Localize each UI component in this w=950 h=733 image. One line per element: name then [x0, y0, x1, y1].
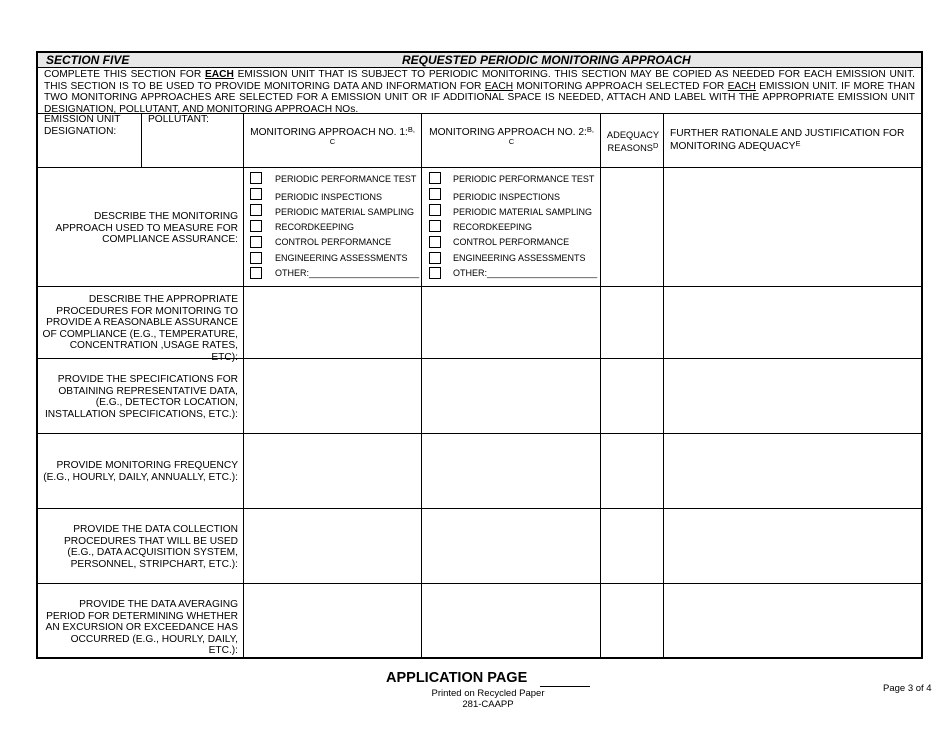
- option-a1-recordkeeping: RECORDKEEPING: [275, 222, 355, 232]
- emission-unit-label: EMISSION UNIT DESIGNATION:: [44, 114, 121, 137]
- row-label-averaging: PROVIDE THE DATA AVERAGING PERIOD FOR DETERMINING WHETHER AN EXCURSION OR EXCEEDANCE HAS OCCURRED (E.G., HOURLY, DAILY, ETC.):: [45, 599, 238, 656]
- checkbox-a2-engineering[interactable]: [429, 252, 441, 264]
- row-label-approach: DESCRIBE THE MONITORING APPROACH USED TO MEASURE FOR COMPLIANCE ASSURANCE:: [55, 211, 238, 245]
- rule-row-3: [38, 433, 923, 434]
- option-a2-control-performance: CONTROL PERFORMANCE: [453, 237, 570, 247]
- option-a1-performance-test: PERIODIC PERFORMANCE TEST: [275, 174, 417, 184]
- checkbox-a2-performance-test[interactable]: [429, 172, 441, 184]
- approach1-header: [250, 127, 415, 150]
- divider-approach1: [243, 113, 244, 659]
- instructions-text-2: EMISSION UNIT THAT IS SUBJECT TO PERIODIC MONITORING. THIS SECTION MAY BE COPIED AS NEEDED FOR EACH EMISSION UNIT. THIS SECTION IS TO BE USED TO PROVIDE MONITORING DATA AND INFORMATION FOR: [44, 69, 915, 92]
- approach2-title: MONITORING APPROACH NO. 2:: [429, 127, 587, 138]
- option-a2-other[interactable]: OTHER:______________________: [453, 268, 598, 278]
- rule-row-4: [38, 508, 923, 509]
- divider-adequacy: [600, 113, 601, 659]
- monitoring-form: [36, 51, 923, 659]
- divider-pollutant: [141, 113, 142, 167]
- instructions-emphasis-2: EACH: [484, 80, 514, 92]
- pollutant-label: POLLUTANT:: [148, 114, 209, 125]
- checkbox-a1-control-performance[interactable]: [250, 236, 262, 248]
- option-a2-material-sampling: PERIODIC MATERIAL SAMPLING: [453, 207, 593, 217]
- row-label-procedures: DESCRIBE THE APPROPRIATE PROCEDURES FOR MONITORING TO PROVIDE A REASONABLE ASSURANCE OF COMPLIANCE (E.G., TEMPERATURE, CONCENTRATION ,USAGE RATES, ETC):: [42, 294, 238, 363]
- adequacy-header: [603, 129, 663, 155]
- approach1-title: MONITORING APPROACH NO. 1:: [250, 127, 408, 138]
- rule-columns: [38, 167, 923, 168]
- option-a2-performance-test: PERIODIC PERFORMANCE TEST: [453, 174, 595, 184]
- checkbox-a1-performance-test[interactable]: [250, 172, 262, 184]
- checkbox-a1-material-sampling[interactable]: [250, 204, 262, 216]
- divider-rationale: [663, 113, 664, 659]
- checkbox-a1-other[interactable]: [250, 267, 262, 279]
- option-a2-inspections: PERIODIC INSPECTIONS: [453, 192, 561, 202]
- rule-row-5: [38, 583, 923, 584]
- instructions-emphasis-3: EACH: [727, 80, 756, 92]
- checkbox-a1-engineering[interactable]: [250, 252, 262, 264]
- footer-notes: [380, 688, 596, 710]
- row-label-specifications: PROVIDE THE SPECIFICATIONS FOR OBTAINING REPRESENTATIVE DATA, (E.G., DETECTOR LOCATION, INSTALLATION SPECIFICATIONS, ETC.):: [44, 374, 238, 420]
- section-title: REQUESTED PERIODIC MONITORING APPROACH: [402, 53, 691, 67]
- form-number: 281-CAAPP: [462, 699, 514, 710]
- divider-approach2: [421, 113, 422, 659]
- instructions-text-3: MONITORING APPROACH SELECTED FOR: [513, 80, 728, 92]
- option-a2-recordkeeping: RECORDKEEPING: [453, 222, 533, 232]
- checkbox-a2-control-performance[interactable]: [429, 236, 441, 248]
- adequacy-title: ADEQUACY REASONS: [606, 130, 660, 153]
- option-a1-material-sampling: PERIODIC MATERIAL SAMPLING: [275, 207, 415, 217]
- row-label-collection: PROVIDE THE DATA COLLECTION PROCEDURES THAT WILL BE USED (E.G., DATA ACQUISITION SYSTEM, PERSONNEL, STRIPCHART, ETC.):: [64, 524, 238, 570]
- instructions-text-1: COMPLETE THIS SECTION FOR: [44, 69, 205, 80]
- approach1-footnote: B, C: [329, 125, 415, 146]
- page-number: Page 3 of 4: [883, 683, 932, 694]
- option-a1-other[interactable]: OTHER:______________________: [275, 268, 420, 278]
- rule-row-1: [38, 286, 923, 287]
- instructions: [38, 69, 921, 115]
- application-page-blank[interactable]: [540, 686, 590, 687]
- rationale-header: [670, 127, 915, 153]
- checkbox-a1-inspections[interactable]: [250, 188, 262, 200]
- rationale-title: FURTHER RATIONALE AND JUSTIFICATION FOR MONITORING ADEQUACY: [670, 128, 905, 152]
- section-label: SECTION FIVE: [46, 53, 130, 67]
- approach2-header: [429, 127, 594, 150]
- row-label-frequency: PROVIDE MONITORING FREQUENCY (E.G., HOURLY, DAILY, ANNUALLY, ETC.):: [43, 460, 238, 483]
- option-a1-control-performance: CONTROL PERFORMANCE: [275, 237, 392, 247]
- checkbox-a2-recordkeeping[interactable]: [429, 220, 441, 232]
- approach2-footnote: B, C: [508, 125, 594, 146]
- application-page-label: APPLICATION PAGE: [386, 670, 528, 686]
- rationale-footnote: E: [795, 139, 801, 148]
- checkbox-a2-inspections[interactable]: [429, 188, 441, 200]
- option-a1-inspections: PERIODIC INSPECTIONS: [275, 192, 383, 202]
- instructions-text-4: EMISSION UNIT. IF MORE THAN TWO MONITORING APPROACHES ARE SELECTED FOR A EMISSION UNIT OR IF ADDITIONAL SPACE IS NEEDED, ATTACH AND LABEL WITH THE APPROPRIATE EMISSION UNIT DESIGNATION, POLLUTANT, AND MONITORING APPROACH NOs.: [44, 80, 915, 115]
- option-a2-engineering: ENGINEERING ASSESSMENTS: [453, 253, 586, 263]
- instructions-emphasis-1: EACH: [204, 69, 234, 80]
- checkbox-a2-material-sampling[interactable]: [429, 204, 441, 216]
- checkbox-a1-recordkeeping[interactable]: [250, 220, 262, 232]
- section-header: [38, 53, 921, 68]
- checkbox-a2-other[interactable]: [429, 267, 441, 279]
- recycled-note: Printed on Recycled Paper: [431, 688, 545, 699]
- option-a1-engineering: ENGINEERING ASSESSMENTS: [275, 253, 408, 263]
- adequacy-footnote: D: [653, 141, 659, 150]
